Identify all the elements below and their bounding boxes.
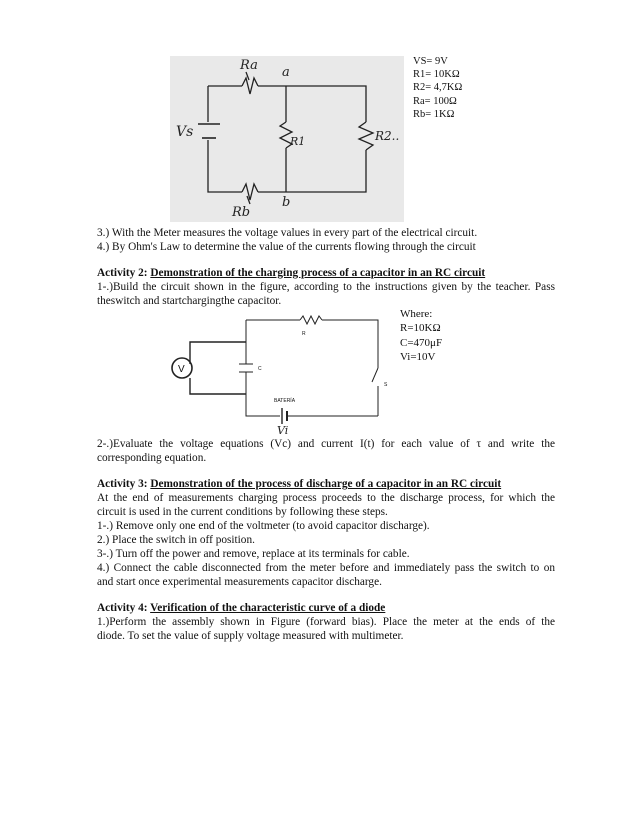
activity3-intro-line2: circuit is used in the current conditions by following these steps. <box>97 506 388 518</box>
label-r2: R2.. <box>375 129 400 143</box>
activity4-step1-line2: diode. To set the value of supply voltage measured with multimeter. <box>97 630 404 642</box>
label-node-a: a <box>282 65 290 80</box>
activity2-step2-line1: 2-.)Evaluate the voltage equations (Vc) and current I(t) for each value of τ and write the <box>97 438 555 450</box>
activity3-step3: 3-.) Turn off the power and remove, replace at its terminals for cable. <box>97 548 410 560</box>
where-label: Where: <box>400 308 433 320</box>
label-s: S <box>384 382 388 388</box>
activity4-title: Verification of the characteristic curve of a diode <box>150 602 386 614</box>
label-ra: Ra <box>240 58 258 73</box>
activity4-heading: Activity 4: Verification of the characteristic curve of a diode <box>97 602 386 614</box>
where-vi: Vi=10V <box>400 350 436 363</box>
activity3-intro-line1: At the end of measurements charging process proceeds to the discharge process, for which the <box>97 492 555 504</box>
activity3-heading: Activity 3: Demonstration of the process of discharge of a capacitor in an RC circuit <box>97 478 502 490</box>
step-4: 4.) By Ohm's Law to determine the value of the currents flowing through the circuit <box>97 241 476 253</box>
activity3-step4-line1: 4.) Connect the cable disconnected from the meter before and immediately pass the switch to on <box>97 562 555 574</box>
label-vs: Vs <box>176 124 194 140</box>
rc-circuit-diagram <box>160 308 400 436</box>
figure1-values <box>413 55 462 121</box>
voltmeter-v: V <box>178 364 185 375</box>
activity2-step2-line2: corresponding equation. <box>97 452 207 464</box>
label-node-b: b <box>282 195 291 210</box>
value-vs: VS= 9V <box>413 56 448 67</box>
activity4-step1-line1: 1.)Perform the assembly shown in Figure (forward bias). Place the meter at the ends of the <box>97 616 555 628</box>
label-bateria: BATERÍA <box>274 398 296 404</box>
where-c: C=470μF <box>400 336 443 349</box>
label-c: C <box>258 366 262 372</box>
label-vi: Vi <box>277 424 289 436</box>
activity3-step1: 1-.) Remove only one end of the voltmeter (to avoid capacitor discharge). <box>97 520 430 532</box>
label-r: R <box>302 331 306 337</box>
where-r: R=10KΩ <box>400 322 441 335</box>
activity3-step4-line2: and start once experimental measurements capacitor discharge. <box>97 576 382 588</box>
activity2-step1-line1: 1-.)Build the circuit shown in the figure, according to the instructions given by the teacher. Pass <box>97 281 555 293</box>
label-r1: R1 <box>290 135 306 148</box>
circuit-drawing-1 <box>170 56 404 222</box>
activity2-step1-line2: theswitch and startchargingthe capacitor. <box>97 295 282 307</box>
activity3-title: Demonstration of the process of discharge of a capacitor in an RC circuit <box>150 478 502 490</box>
value-r1: R1= 10KΩ <box>413 69 460 81</box>
value-ra: Ra= 100Ω <box>413 95 457 107</box>
value-rb: Rb= 1KΩ <box>413 108 455 120</box>
step-3: 3.) With the Meter measures the voltage values in every part of the electrical circuit. <box>97 227 478 239</box>
activity3-step2: 2.) Place the switch in off position. <box>97 534 255 546</box>
value-r2: R2= 4,7KΩ <box>413 82 463 94</box>
activity2-title: Demonstration of the charging process of a capacitor in an RC circuit <box>150 267 486 279</box>
activity2-where <box>400 307 442 364</box>
activity2-heading: Activity 2: Demonstration of the charging process of a capacitor in an RC circuit <box>97 267 486 279</box>
circuit-figure-1 <box>170 56 404 222</box>
circuit-figure-2 <box>160 308 400 436</box>
label-rb: Rb <box>232 205 251 220</box>
